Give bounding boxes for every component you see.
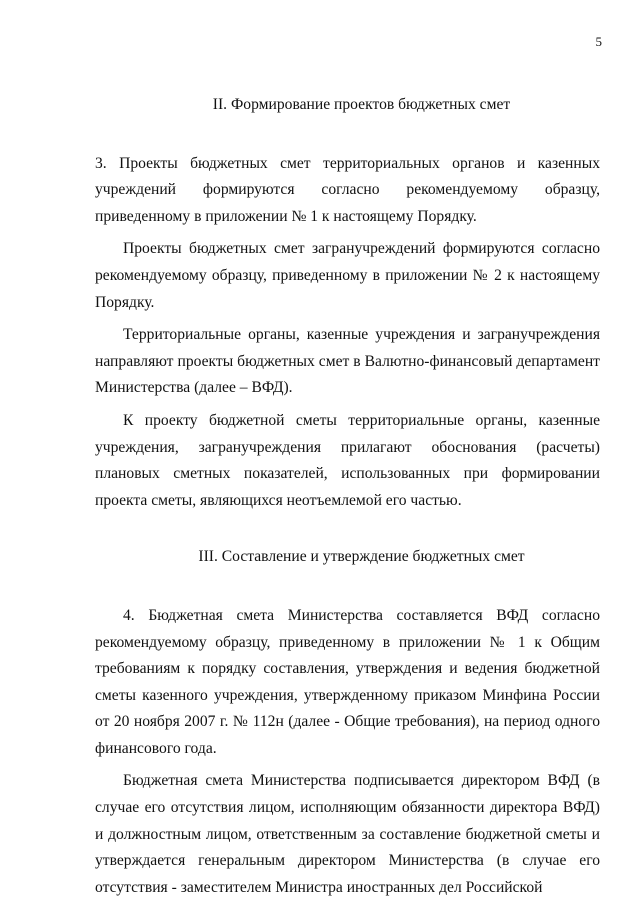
paragraph-3b xyxy=(95,236,600,316)
paragraph-4 xyxy=(95,603,600,763)
paragraph-3d xyxy=(95,408,600,514)
paragraph-3d-text: К проекту бюджетной сметы территориальные органы, казенные учреждения, загранучреждения прилагают обоснования (расчеты) плановых сметных показателей, использованных при формировании проекта сметы, являющихся неотъемлемой его частью. xyxy=(95,411,600,509)
paragraph-4b xyxy=(95,768,600,901)
paragraph-3b-text: Проекты бюджетных смет загранучреждений формируются согласно рекомендуемому образцу, приведенному в приложении № 2 к настоящему Порядку. xyxy=(95,240,600,311)
section-heading-3: III. Составление и утверждение бюджетных смет xyxy=(198,548,525,566)
section-heading-2: II. Формирование проектов бюджетных смет xyxy=(212,96,511,113)
document-body xyxy=(95,92,600,901)
paragraph-3c-text: Территориальные органы, казенные учреждения и загранучреждения направляют проекты бюджетных смет в Валютно-финансовый департамент Министерства (далее – ВФД). xyxy=(95,326,600,397)
paragraph-3 xyxy=(95,151,600,231)
paragraph-4-text: 4. Бюджетная смета Министерства составляется ВФД согласно рекомендуемому образцу, приведенному в приложении № 1 к Общим требованиям к порядку составления, утверждения и ведения бюджетной сметы казенного учреждения, утвержденному приказом Минфина России от 20 ноября 2007 г. № 112н (далее - Общие требования), на период одного финансового года. xyxy=(95,606,600,757)
paragraph-3-text: 3. Проекты бюджетных смет территориальных органов и казенных учреждений формируются согласно рекомендуемому образцу, приведенному в приложении № 1 к настоящему Порядку. xyxy=(95,154,600,225)
paragraph-4b-text: Бюджетная смета Министерства подписывается директором ВФД (в случае его отсутствия лицом, исполняющим обязанности директора ВФД) и должностным лицом, ответственным за составление бюджетной сметы и утверждается генеральным директором Министерства (в случае его отсутствия - заместителем Министра иностранных дел Российской xyxy=(95,772,600,896)
page-number: 5 xyxy=(595,34,602,49)
paragraph-3c xyxy=(95,322,600,402)
